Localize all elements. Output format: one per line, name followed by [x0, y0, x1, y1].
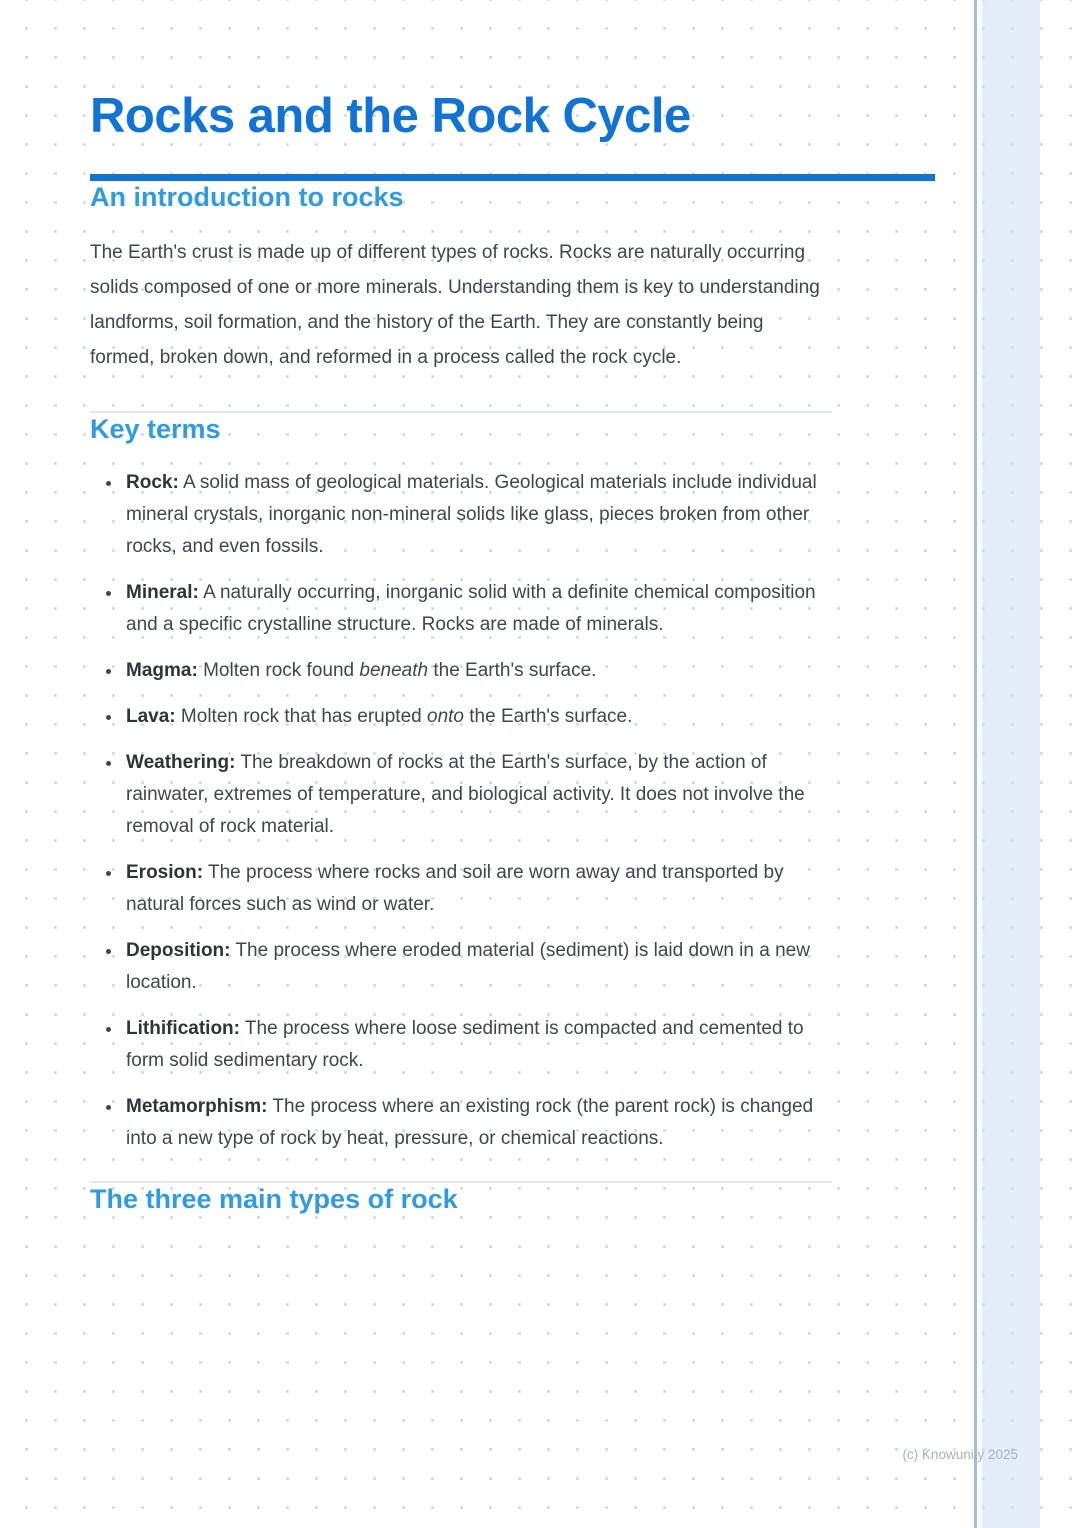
introduction-paragraph: The Earth's crust is made up of different types of rocks. Rocks are naturally occurring solids composed of one or more minerals. Understanding them is key to understanding landforms, soil formation, and the history of the Earth. They are constantly being formed, broken down, and reformed in a process called the rock cycle.: [90, 242, 820, 368]
term-label: Metamorphism:: [126, 1096, 268, 1117]
term-definition-italic: beneath: [359, 660, 429, 681]
title-underline-rule: [90, 174, 935, 181]
list-item: [123, 655, 832, 687]
page-edge-line: [974, 0, 977, 1528]
term-label: Lava:: [126, 706, 176, 727]
list-item: [123, 857, 832, 921]
term-label: Lithification:: [126, 1018, 240, 1039]
section-heading-rock-types: The three main types of rock: [90, 1184, 458, 1214]
list-item: [123, 1091, 832, 1155]
section-heading-introduction: An introduction to rocks: [90, 182, 404, 212]
term-label: Mineral:: [126, 582, 199, 603]
term-definition: Molten rock found: [197, 660, 360, 681]
term-definition: The process where loose sediment is compacted and cemented to form solid sedimentary rock.: [126, 1018, 804, 1071]
term-definition-italic: onto: [427, 706, 464, 727]
term-definition: The process where eroded material (sediment) is laid down in a new location.: [126, 940, 810, 993]
page-edge-band: [982, 0, 1040, 1528]
term-label: Deposition:: [126, 940, 231, 961]
list-item: [123, 701, 832, 733]
list-item: [123, 935, 832, 999]
copyright-watermark: (c) Knowunity 2025: [902, 1447, 1018, 1462]
term-definition: A naturally occurring, inorganic solid with a definite chemical composition and a specific crystalline structure. Rocks are made of minerals.: [126, 582, 816, 635]
section-heading-key-terms: Key terms: [90, 414, 221, 444]
page-title: Rocks and the Rock Cycle: [90, 89, 691, 143]
term-definition-tail: the Earth's surface.: [428, 660, 597, 681]
document-body: [90, 88, 832, 1215]
list-item: [123, 577, 832, 641]
term-label: Rock:: [126, 472, 179, 493]
key-terms-list: [90, 467, 832, 1155]
term-label: Magma:: [126, 660, 198, 681]
term-definition: The process where an existing rock (the parent rock) is changed into a new type of rock by heat, pressure, or chemical reactions.: [126, 1096, 814, 1149]
list-item: [123, 1013, 832, 1077]
list-item: [123, 747, 832, 843]
term-definition: A solid mass of geological materials. Geological materials include individual mineral crystals, inorganic non-mineral solids like glass, pieces broken from other rocks, and even fossils.: [126, 472, 817, 557]
term-definition: The process where rocks and soil are worn away and transported by natural forces such as wind or water.: [126, 862, 784, 915]
term-definition: Molten rock that has erupted: [175, 706, 428, 727]
term-definition: The breakdown of rocks at the Earth's surface, by the action of rainwater, extremes of temperature, and biological activity. It does not involve the removal of rock material.: [126, 752, 805, 837]
list-item: [123, 467, 832, 563]
term-definition-tail: the Earth's surface.: [464, 706, 633, 727]
term-label: Weathering:: [126, 752, 236, 773]
term-label: Erosion:: [126, 862, 204, 883]
